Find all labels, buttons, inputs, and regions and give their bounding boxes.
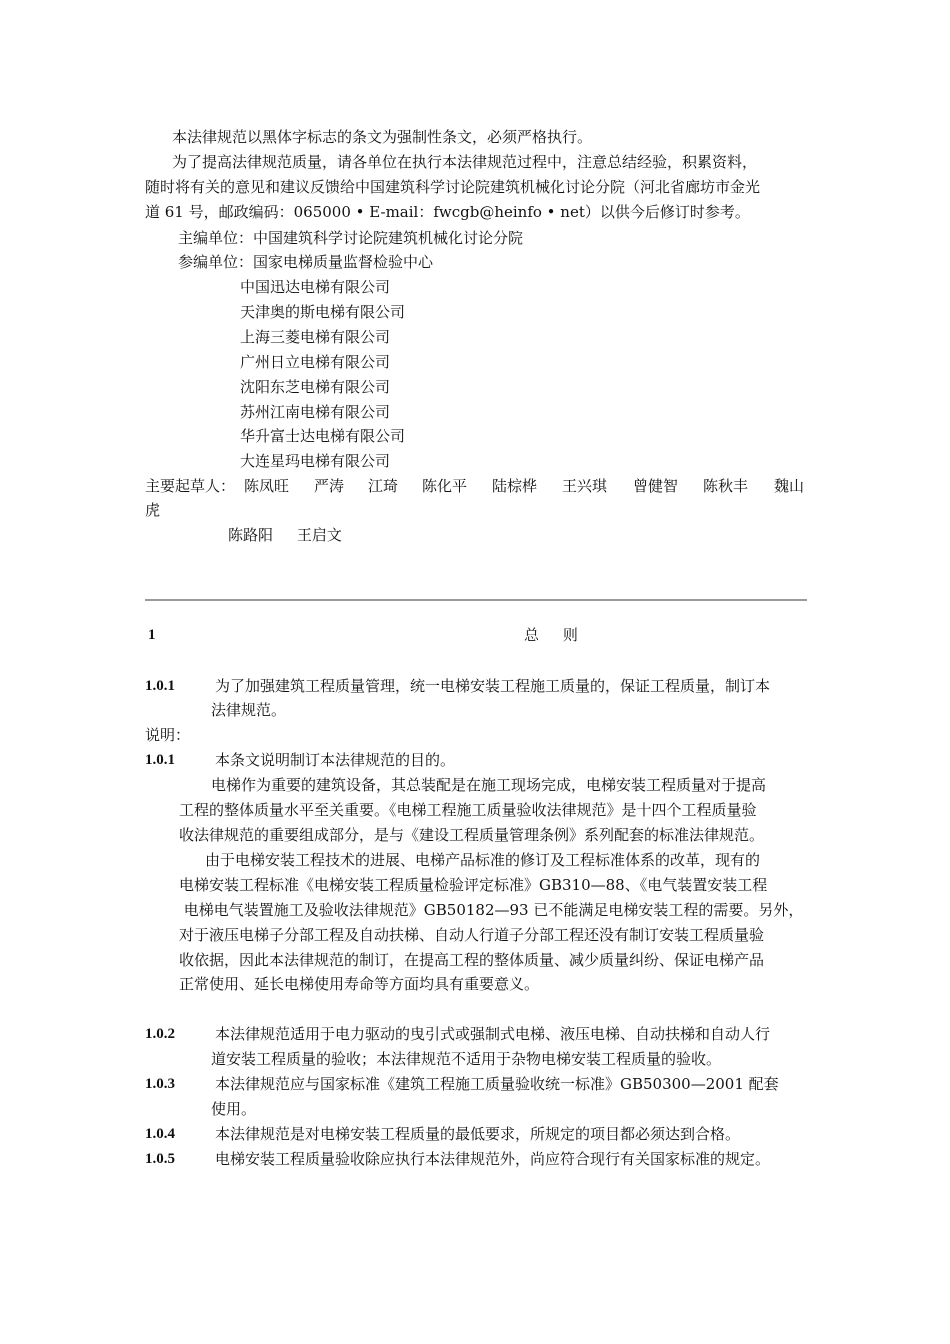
participating-units-label: 参编单位：国家电梯质量监督检验中心: [178, 253, 434, 271]
drafter-name-wrap: 虎: [145, 501, 161, 519]
clause-text: 为了加强建筑工程质量管理，统一电梯安装工程施工质量的，保证工程质量，制订本: [215, 677, 771, 695]
clause-number: 1.0.3: [145, 1076, 175, 1092]
drafter-name: 曾健智: [633, 477, 679, 495]
clause-number: 1.0.4: [145, 1126, 175, 1142]
chapter-number: 1: [148, 627, 156, 643]
clause-number: 1.0.2: [145, 1026, 175, 1042]
clause-number: 1.0.1: [145, 678, 175, 694]
note-paragraph-line: 电梯电气装置施工及验收法律规范》GB50182—93 已不能满足电梯安装工程的需要。另外，: [179, 901, 804, 919]
clause-text: 使用。: [211, 1100, 257, 1118]
drafters-line-2: 陈路阳 王启文: [228, 526, 342, 544]
chapter-title: 总 则: [524, 626, 578, 644]
note-paragraph-line: 电梯安装工程标准《电梯安装工程质量检验评定标准》GB310—88、《电气装置安装工程: [179, 876, 768, 894]
note-paragraph-line: 对于液压电梯子分部工程及自动扶梯、自动人行道子分部工程还没有制订安装工程质量验: [179, 926, 765, 944]
drafter-name: 严涛: [314, 477, 345, 495]
clause-text: 道安装工程质量的验收；本法律规范不适用于杂物电梯安装工程质量的验收。: [211, 1050, 722, 1068]
participant-unit: 上海三菱电梯有限公司: [240, 328, 391, 346]
drafter-name: 陆棕桦: [492, 477, 538, 495]
participant-unit: 中国迅达电梯有限公司: [240, 278, 391, 296]
clause-text: 电梯安装工程质量验收除应执行本法律规范外，尚应符合现行有关国家标准的规定。: [215, 1150, 771, 1168]
drafter-name: 江琦: [368, 477, 399, 495]
clause-text: 本法律规范是对电梯安装工程质量的最低要求，所规定的项目都必须达到合格。: [215, 1125, 741, 1143]
drafter-name: 陈凤旺: [244, 477, 290, 495]
participant-unit: 华升富士达电梯有限公司: [240, 427, 406, 445]
participant-unit: 大连星玛电梯有限公司: [240, 452, 391, 470]
clause-number: 1.0.5: [145, 1151, 175, 1167]
drafter-name: 陈秋丰: [703, 477, 749, 495]
clause-text: 法律规范。: [211, 701, 287, 719]
note-text: 本条文说明制订本法律规范的目的。: [215, 751, 456, 769]
drafter-name: 陈化平: [422, 477, 468, 495]
note-paragraph-line: 工程的整体质量水平至关重要。《电梯工程施工质量验收法律规范》是十四个工程质量验: [179, 801, 757, 819]
clause-number: 1.0.1: [145, 752, 175, 768]
participant-unit: 沈阳东芝电梯有限公司: [240, 378, 391, 396]
drafters-label: 主要起草人：: [145, 477, 236, 495]
intro-paragraph-1: 本法律规范以黑体字标志的条文为强制性条文，必须严格执行。: [172, 128, 593, 146]
intro-paragraph-2-line-1: 为了提高法律规范质量，请各单位在执行本法律规范过程中，注意总结经验，积累资料，: [172, 153, 758, 171]
section-divider: [145, 599, 807, 601]
intro-paragraph-2-line-2: 随时将有关的意见和建议反馈给中国建筑科学讨论院建筑机械化讨论分院（河北省廊坊市金光: [145, 178, 761, 196]
participant-unit: 广州日立电梯有限公司: [240, 353, 391, 371]
clause-text: 本法律规范适用于电力驱动的曳引式或强制式电梯、液压电梯、自动扶梯和自动人行: [215, 1025, 771, 1043]
chief-editor-unit: 主编单位：中国建筑科学讨论院建筑机械化讨论分院: [178, 229, 524, 247]
note-label: 说明：: [145, 726, 191, 744]
participant-unit: 苏州江南电梯有限公司: [240, 403, 391, 421]
note-paragraph-line: 收依据，因此本法律规范的制订，在提高工程的整体质量、减少质量纠纷、保证电梯产品: [179, 951, 765, 969]
drafter-name: 王兴琪: [562, 477, 608, 495]
note-paragraph-line: 收法律规范的重要组成部分，是与《建设工程质量管理条例》系列配套的标准法律规范。: [179, 826, 765, 844]
drafter-name: 魏山: [774, 477, 805, 495]
clause-text: 本法律规范应与国家标准《建筑工程施工质量验收统一标准》GB50300—2001 配套: [215, 1075, 779, 1093]
participant-unit: 天津奥的斯电梯有限公司: [240, 303, 406, 321]
intro-paragraph-2-line-3: 道 61 号，邮政编码：065000 • E-mail：fwcgb@heinfo • net）以供今后修订时参考。: [145, 203, 750, 221]
note-paragraph-line: 由于电梯安装工程技术的进展、电梯产品标准的修订及工程标准体系的改革，现有的: [205, 851, 761, 869]
note-paragraph-line: 电梯作为重要的建筑设备，其总装配是在施工现场完成，电梯安装工程质量对于提高: [211, 776, 767, 794]
note-paragraph-line: 正常使用、延长电梯使用寿命等方面均具有重要意义。: [179, 975, 540, 993]
